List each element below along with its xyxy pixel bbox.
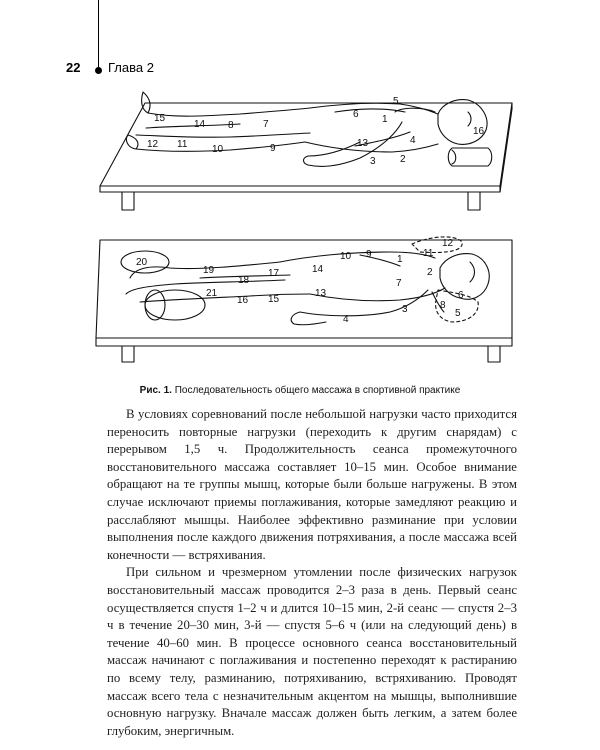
bottom-label-4: 4	[343, 314, 349, 325]
bottom-label-12: 12	[442, 238, 454, 249]
bottom-label-14: 14	[312, 264, 324, 275]
figure-caption	[0, 385, 600, 396]
top-label-4: 4	[410, 135, 416, 146]
caption-text: Последовательность общего массажа в спортивной практике	[174, 385, 461, 396]
top-label-6: 6	[353, 109, 359, 120]
top-label-13: 14	[194, 119, 206, 130]
top-label-9: 9	[270, 143, 276, 154]
top-label-7: 7	[263, 119, 269, 130]
page-number: 22	[66, 60, 81, 75]
bottom-label-17: 17	[268, 268, 280, 279]
top-label-16: 16	[473, 126, 485, 137]
top-label-15: 13	[357, 138, 369, 149]
bottom-label-10: 10	[340, 251, 352, 262]
bottom-label-7: 7	[396, 278, 402, 289]
paragraph: При сильном и чрезмерном утомлении после физических нагрузок восстановительный массаж проводится 2–3 раза в день. Первый сеанс осуществляется спустя 1–2 ч и длится 10–15 мин, 2-й сеанс — спустя 2–3 ч в течение 20–30 мин, 3-й — спустя 5–6 ч (или на следующий день) в течение 40–60 мин. В процессе основного сеанса восстановительный массаж начинают с поглаживания и постепенно переходят к растиранию по всему телу, разминанию, потряхиванию, встряхиванию. Проводят массаж всего тела с незначительным акцентом на мышцы, выполнившие основную нагрузку. Вначале массаж должен быть легким, а затем более глубоким, энергичным.	[107, 565, 517, 738]
top-label-2: 2	[400, 154, 406, 165]
bottom-label-21: 21	[206, 288, 218, 299]
top-label-12: 12	[147, 139, 159, 150]
bottom-label-9: 9	[366, 249, 372, 260]
top-label-3: 3	[370, 156, 376, 167]
bottom-label-1: 1	[397, 254, 403, 265]
bottom-label-16: 16	[237, 295, 249, 306]
body-text	[107, 406, 517, 740]
bottom-label-11: 11	[423, 248, 434, 259]
top-label-14: 15	[154, 113, 166, 124]
bottom-figure	[121, 251, 489, 325]
bottom-label-20: 20	[136, 257, 148, 268]
paragraph: В условиях соревнований после небольшой нагрузки часто приходится переносить повторные нагрузки (переходить к другим снарядам) с перерывом 1,5 ч. Продолжительность сеанса промежуточного восстановительного массажа составляет 10–15 мин. Особое внимание обращают на те группы мышц, которые были больше нагружены. В этом случае исключают приемы поглаживания, которые замедляют реакцию и расслабляют мышцы. Наиболее эффективно разминание при условии выполнения после каждого движения потряхивания, а после массажа всей конечности — встряхивания.	[107, 407, 517, 562]
top-label-5: 5	[393, 96, 399, 107]
bottom-label-18: 18	[238, 275, 250, 286]
top-label-10: 10	[212, 144, 224, 155]
bottom-label-6: 6	[458, 290, 464, 301]
top-label-1: 1	[382, 114, 388, 125]
bottom-label-3: 3	[402, 304, 408, 315]
bottom-label-5: 5	[455, 308, 461, 319]
bottom-label-13: 13	[315, 288, 327, 299]
chapter-title: Глава 2	[108, 60, 154, 75]
top-label-8: 8	[228, 120, 234, 131]
top-label-11: 11	[177, 139, 188, 150]
bottom-label-8: 8	[440, 300, 446, 311]
bottom-label-19: 19	[203, 265, 215, 276]
caption-label: Рис. 1.	[139, 385, 172, 396]
bottom-label-2: 2	[427, 267, 433, 278]
bottom-label-15: 15	[268, 294, 280, 305]
